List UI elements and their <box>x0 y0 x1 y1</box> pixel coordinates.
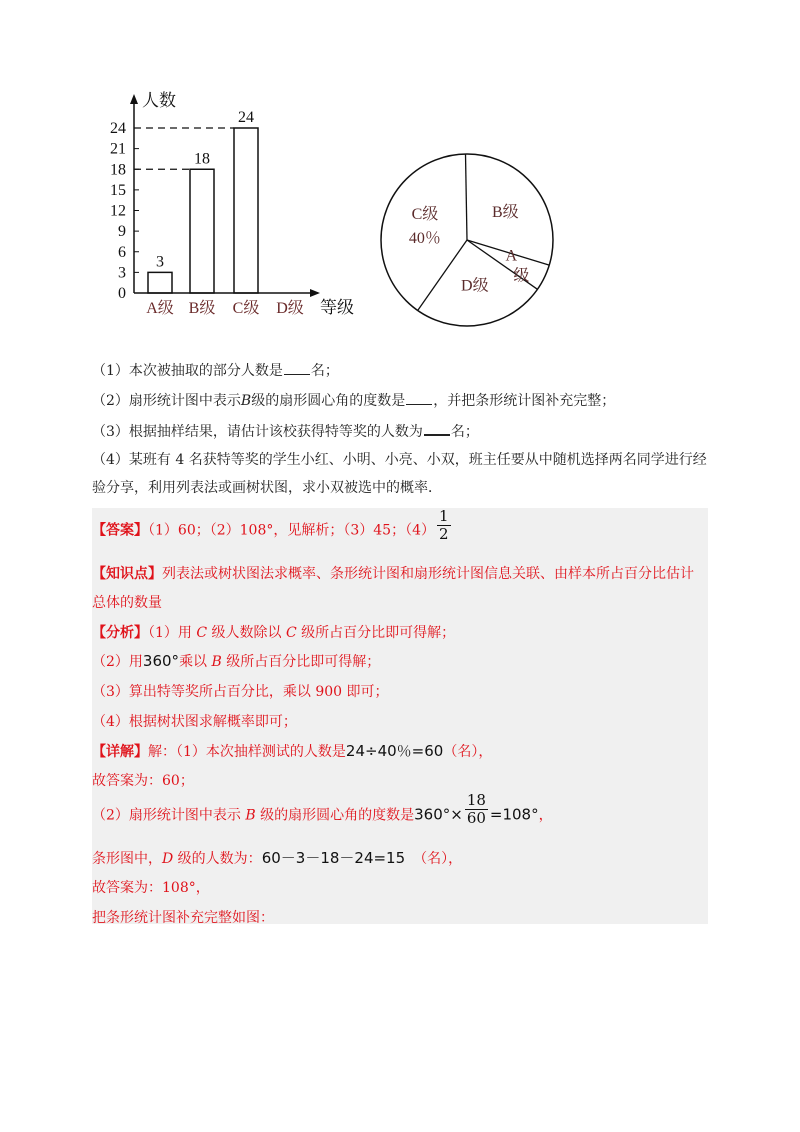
detail-text: 条形图中， <box>92 851 162 867</box>
variable-b: B <box>211 654 222 670</box>
answer-fraction <box>437 508 451 543</box>
question-3-text: （3）根据抽样结果，请估计该校获得特等奖的人数为 <box>92 424 423 440</box>
detail-text: （名）， <box>413 851 463 867</box>
category-label: B级 <box>188 300 216 317</box>
fraction-denominator: 2 <box>438 525 449 543</box>
analysis-line-4 <box>92 711 297 731</box>
detail-line-1 <box>92 740 492 761</box>
question-2-suffix: ，并把条形统计图补充完整； <box>433 393 616 409</box>
math-expression: 60－3－18－24=15 <box>261 849 406 867</box>
answer-text: （1）60；（2）108°，见解析；（3）45；（4） <box>148 522 435 539</box>
pie-value-c: 40％ <box>408 230 441 248</box>
y-tick-label: 21 <box>110 140 126 158</box>
analysis-text: （3）算出特等奖所占百分比，乘以 900 即可； <box>92 684 389 700</box>
variable-c: C <box>285 625 297 641</box>
knowledge-text: 列表法或树状图法求概率、条形统计图和扇形统计图信息关联、由样本所占百分比估计 <box>162 566 694 582</box>
question-3 <box>92 420 712 442</box>
answer-tag: 【答案】 <box>92 522 148 539</box>
detail-answer-2 <box>92 877 210 897</box>
pie-chart <box>0 0 800 340</box>
y-tick-label: 12 <box>110 202 126 220</box>
y-tick-label: 9 <box>118 223 126 241</box>
analysis-text: 级所占百分比即可得解； <box>221 654 381 670</box>
category-label: D级 <box>276 300 304 317</box>
variable-d: D <box>162 851 174 867</box>
question-1-suffix: 名； <box>310 363 339 379</box>
math-expression: =108° <box>489 805 539 824</box>
y-tick-label: 24 <box>110 120 126 137</box>
detail-last-line <box>92 907 274 927</box>
analysis-text: 乘以 <box>179 654 212 670</box>
math-expression: 360° <box>142 652 180 670</box>
question-4-line2 <box>92 478 712 498</box>
question-2-middle: 级的扇形圆心角的度数是 <box>251 393 406 409</box>
category-label: A级 <box>146 300 174 317</box>
detail-text: 级的人数为： <box>173 851 262 867</box>
bar-value-label: 3 <box>156 253 164 271</box>
detail-text: ， <box>538 807 553 824</box>
answer-line <box>92 507 453 543</box>
detail-text: 解：（1）本次抽样测试的人数是 <box>148 744 346 760</box>
analysis-line-1 <box>92 622 455 642</box>
knowledge-text-cont: 总体的数量 <box>92 595 162 611</box>
figure-area <box>0 0 800 340</box>
detail-fraction <box>465 792 488 827</box>
y-tick-label: 0 <box>118 285 126 302</box>
analysis-tag: 【分析】 <box>92 625 148 641</box>
fraction-denominator: 60 <box>466 809 486 827</box>
category-label: C级 <box>232 300 260 317</box>
math-expression: 24÷40％=60 <box>345 742 444 760</box>
y-tick-label: 6 <box>118 243 126 261</box>
analysis-line-3 <box>92 681 389 701</box>
detail-text: （2）扇形统计图中表示 <box>92 807 246 824</box>
bar-value-label: 24 <box>238 109 254 126</box>
detail-tag: 【详解】 <box>92 744 148 760</box>
detail-text: 故答案为：60； <box>92 773 194 789</box>
detail-text: 级的扇形圆心角的度数是 <box>255 807 415 824</box>
analysis-text: （1）用 <box>148 625 197 641</box>
variable-c: C <box>196 625 208 641</box>
question-2-text: （2）扇形统计图中表示 <box>92 393 241 409</box>
bar-value-label: 18 <box>194 150 210 168</box>
math-expression: 360°× <box>414 805 463 824</box>
y-axis-title: 人数 <box>142 91 176 110</box>
analysis-text: 级所占百分比即可得解； <box>296 625 456 641</box>
detail-answer-1 <box>92 770 194 790</box>
detail-line-2 <box>92 791 553 827</box>
pie-label-a: A <box>505 247 518 265</box>
pie-label-c: C级 <box>411 206 439 224</box>
detail-text: （名）， <box>443 744 493 760</box>
analysis-text: 级人数除以 <box>207 625 286 641</box>
question-1-text: （1）本次被抽取的部分人数是 <box>92 363 283 379</box>
question-3-suffix: 名； <box>450 424 479 440</box>
question-1 <box>92 360 712 381</box>
question-4-text: （4）某班有 4 名获特等奖的学生小红、小明、小亮、小双，班主任要从中随机选择两名同学进行经 <box>92 452 707 468</box>
answer-blank <box>424 420 450 436</box>
pie-label-d: D级 <box>461 277 489 295</box>
variable-b: B <box>245 807 256 824</box>
pie-label-a-suffix: 级 <box>513 267 530 285</box>
detail-text: 故答案为：108°， <box>92 880 210 896</box>
fraction-numerator: 18 <box>466 791 486 809</box>
question-4-line1 <box>92 450 712 470</box>
knowledge-line-1 <box>92 563 694 583</box>
knowledge-tag: 【知识点】 <box>92 566 162 582</box>
x-axis-title: 等级 <box>320 298 354 317</box>
analysis-line-2 <box>92 651 380 671</box>
analysis-text: （2）用 <box>92 654 143 670</box>
knowledge-line-2 <box>92 592 162 612</box>
y-tick-label: 15 <box>110 181 126 199</box>
question-2 <box>92 390 712 411</box>
answer-blank <box>284 360 310 375</box>
analysis-text: （4）根据树状图求解概率即可； <box>92 714 297 730</box>
variable-b: B <box>240 393 252 409</box>
question-4-text-cont: 验分享，利用列表法或画树状图，求小双被选中的概率． <box>92 480 442 496</box>
detail-text: 把条形统计图补充完整如图： <box>92 910 274 926</box>
fraction-numerator: 1 <box>438 507 449 525</box>
answer-blank <box>406 390 432 405</box>
y-tick-label: 18 <box>110 161 126 179</box>
y-tick-label: 3 <box>118 264 126 282</box>
detail-line-3 <box>92 847 462 868</box>
pie-label-b: B级 <box>491 204 519 222</box>
